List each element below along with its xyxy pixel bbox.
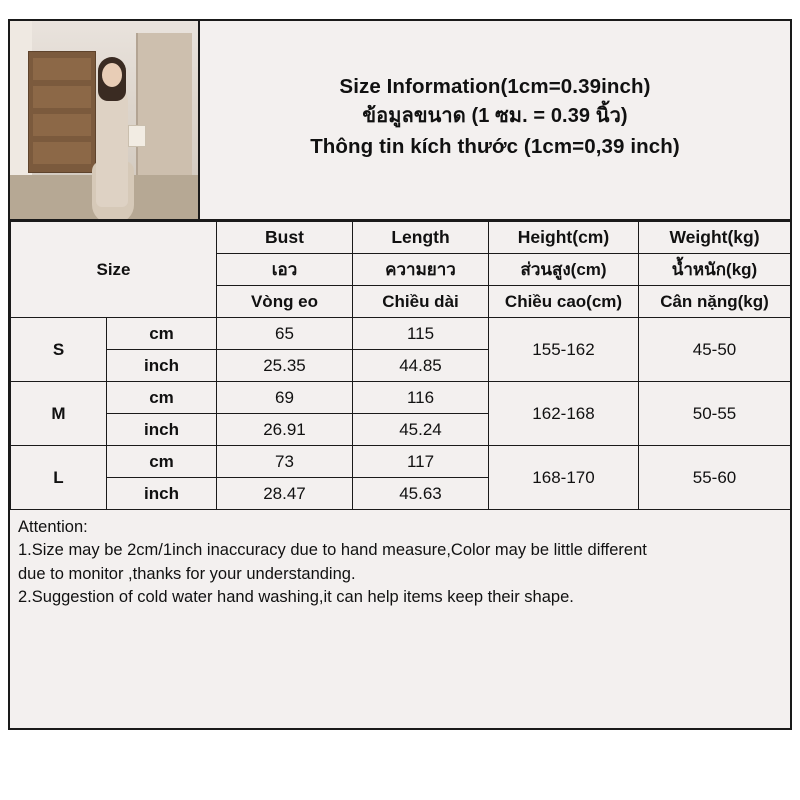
bust-inch-l: 28.47 [217,478,353,510]
table-header-row-en [11,222,791,254]
unit-cm-l: cm [107,446,217,478]
photo-model-head [102,63,122,87]
unit-inch-s: inch [107,350,217,382]
length-inch-m: 45.24 [353,414,489,446]
row-size-label-s: S [11,318,107,382]
model-photo [10,21,198,219]
height-range-s: 155-162 [489,318,639,382]
attention-heading: Attention: [18,518,88,536]
measurement-table [10,221,791,510]
size-header-cell: Size [11,222,217,318]
title-english: Size Information(1cm=0.39inch) [339,74,651,98]
chart-header [10,21,790,221]
header-weight-th: น้ำหนัก(kg) [639,254,791,286]
title-vietnamese: Thông tin kích thước (1cm=0,39 inch) [310,134,680,158]
table-row [11,446,791,478]
attention-line-2: 2.Suggestion of cold water hand washing,it can help items keep their shape. [18,588,574,607]
title-thai: ข้อมูลขนาด (1 ซม. = 0.39 นิ้ว) [362,105,628,128]
attention-block [10,510,790,728]
header-bust-th: เอว [217,254,353,286]
bust-inch-s: 25.35 [217,350,353,382]
header-length-en: Length [353,222,489,254]
product-photo-cell [10,21,200,219]
unit-cm-m: cm [107,382,217,414]
weight-range-l: 55-60 [639,446,791,510]
row-size-label-m: M [11,382,107,446]
height-range-m: 162-168 [489,382,639,446]
header-bust-vi: Vòng eo [217,286,353,318]
length-cm-s: 115 [353,318,489,350]
header-length-th: ความยาว [353,254,489,286]
attention-line-1b: due to monitor ,thanks for your understanding. [18,564,356,583]
photo-handbag [128,125,146,147]
table-row [11,382,791,414]
weight-range-m: 50-55 [639,382,791,446]
unit-cm-s: cm [107,318,217,350]
length-cm-l: 117 [353,446,489,478]
height-range-l: 168-170 [489,446,639,510]
header-weight-en: Weight(kg) [639,222,791,254]
length-cm-m: 116 [353,382,489,414]
size-chart [8,19,792,730]
bust-inch-m: 26.91 [217,414,353,446]
bust-cm-s: 65 [217,318,353,350]
row-size-label-l: L [11,446,107,510]
bust-cm-m: 69 [217,382,353,414]
length-inch-s: 44.85 [353,350,489,382]
header-height-th: ส่วนสูง(cm) [489,254,639,286]
title-block [200,21,790,219]
photo-model-body [96,87,128,207]
bust-cm-l: 73 [217,446,353,478]
weight-range-s: 45-50 [639,318,791,382]
header-height-en: Height(cm) [489,222,639,254]
length-inch-l: 45.63 [353,478,489,510]
header-weight-vi: Cân nặng(kg) [639,286,791,318]
table-row [11,318,791,350]
attention-line-1a: 1.Size may be 2cm/1inch inaccuracy due to hand measure,Color may be little different [18,541,647,560]
header-bust-en: Bust [217,222,353,254]
unit-inch-m: inch [107,414,217,446]
header-height-vi: Chiều cao(cm) [489,286,639,318]
unit-inch-l: inch [107,478,217,510]
photo-dresser [28,51,96,173]
header-length-vi: Chiều dài [353,286,489,318]
